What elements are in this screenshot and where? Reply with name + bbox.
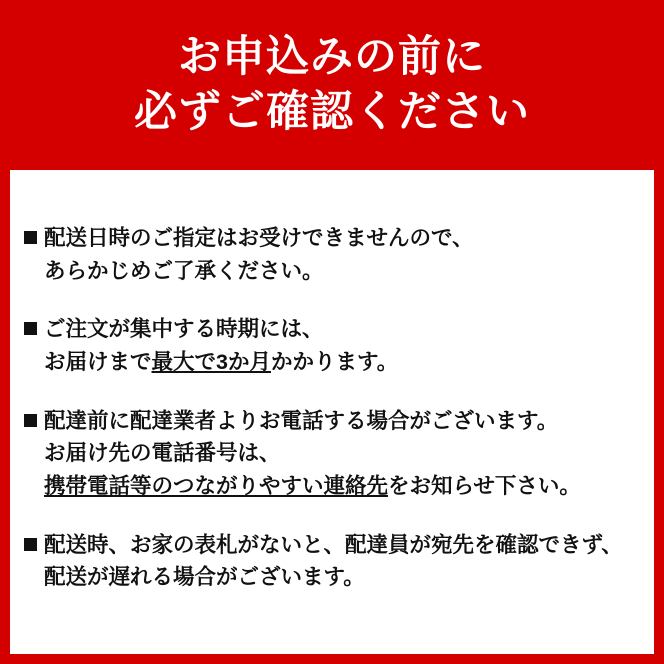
notice-line: お届け先の電話番号は、: [44, 441, 281, 466]
notice-line-pre: お届けまで: [44, 350, 152, 375]
notice-text-4: [44, 529, 623, 594]
square-bullet-icon: [24, 538, 37, 551]
header-title-line-2: 必ずご確認ください: [134, 88, 530, 136]
list-item: [24, 529, 634, 594]
notice-list: [10, 170, 654, 654]
notice-line: 配送時、お家の表札がないと、配達員が宛先を確認できず、: [44, 532, 623, 557]
frame-border-left: [0, 170, 10, 664]
header-banner: [0, 0, 664, 170]
square-bullet-icon: [24, 322, 37, 335]
header-title-line-1: お申込みの前に: [178, 32, 486, 81]
notice-line-emphasis: 最大で3か月: [151, 350, 271, 375]
notice-line-emphasis: 携帯電話等のつながりやすい連絡先: [44, 474, 389, 499]
notice-text-2: [44, 313, 398, 378]
frame-border-right: [654, 170, 664, 664]
notice-text-3: [44, 405, 581, 503]
notice-line: あらかじめご了承ください。: [44, 258, 324, 283]
notice-text-1: [44, 222, 474, 287]
notice-line-post: かかります。: [270, 350, 399, 375]
list-item: [24, 222, 634, 287]
notice-line: 配送が遅れる場合がございます。: [44, 565, 365, 590]
square-bullet-icon: [24, 231, 37, 244]
notice-line: ご注文が集中する時期には、: [44, 317, 324, 342]
list-item: [24, 405, 634, 503]
notice-line: [44, 346, 398, 379]
list-item: [24, 313, 634, 378]
notice-line-post: をお知らせ下さい。: [388, 474, 581, 499]
notice-line: 配送日時のご指定はお受けできませんので、: [44, 226, 474, 250]
notice-line: 配達前に配達業者よりお電話する場合がございます。: [44, 408, 559, 433]
frame-border-bottom: [0, 654, 664, 664]
notice-line: [44, 470, 581, 503]
square-bullet-icon: [24, 414, 37, 427]
